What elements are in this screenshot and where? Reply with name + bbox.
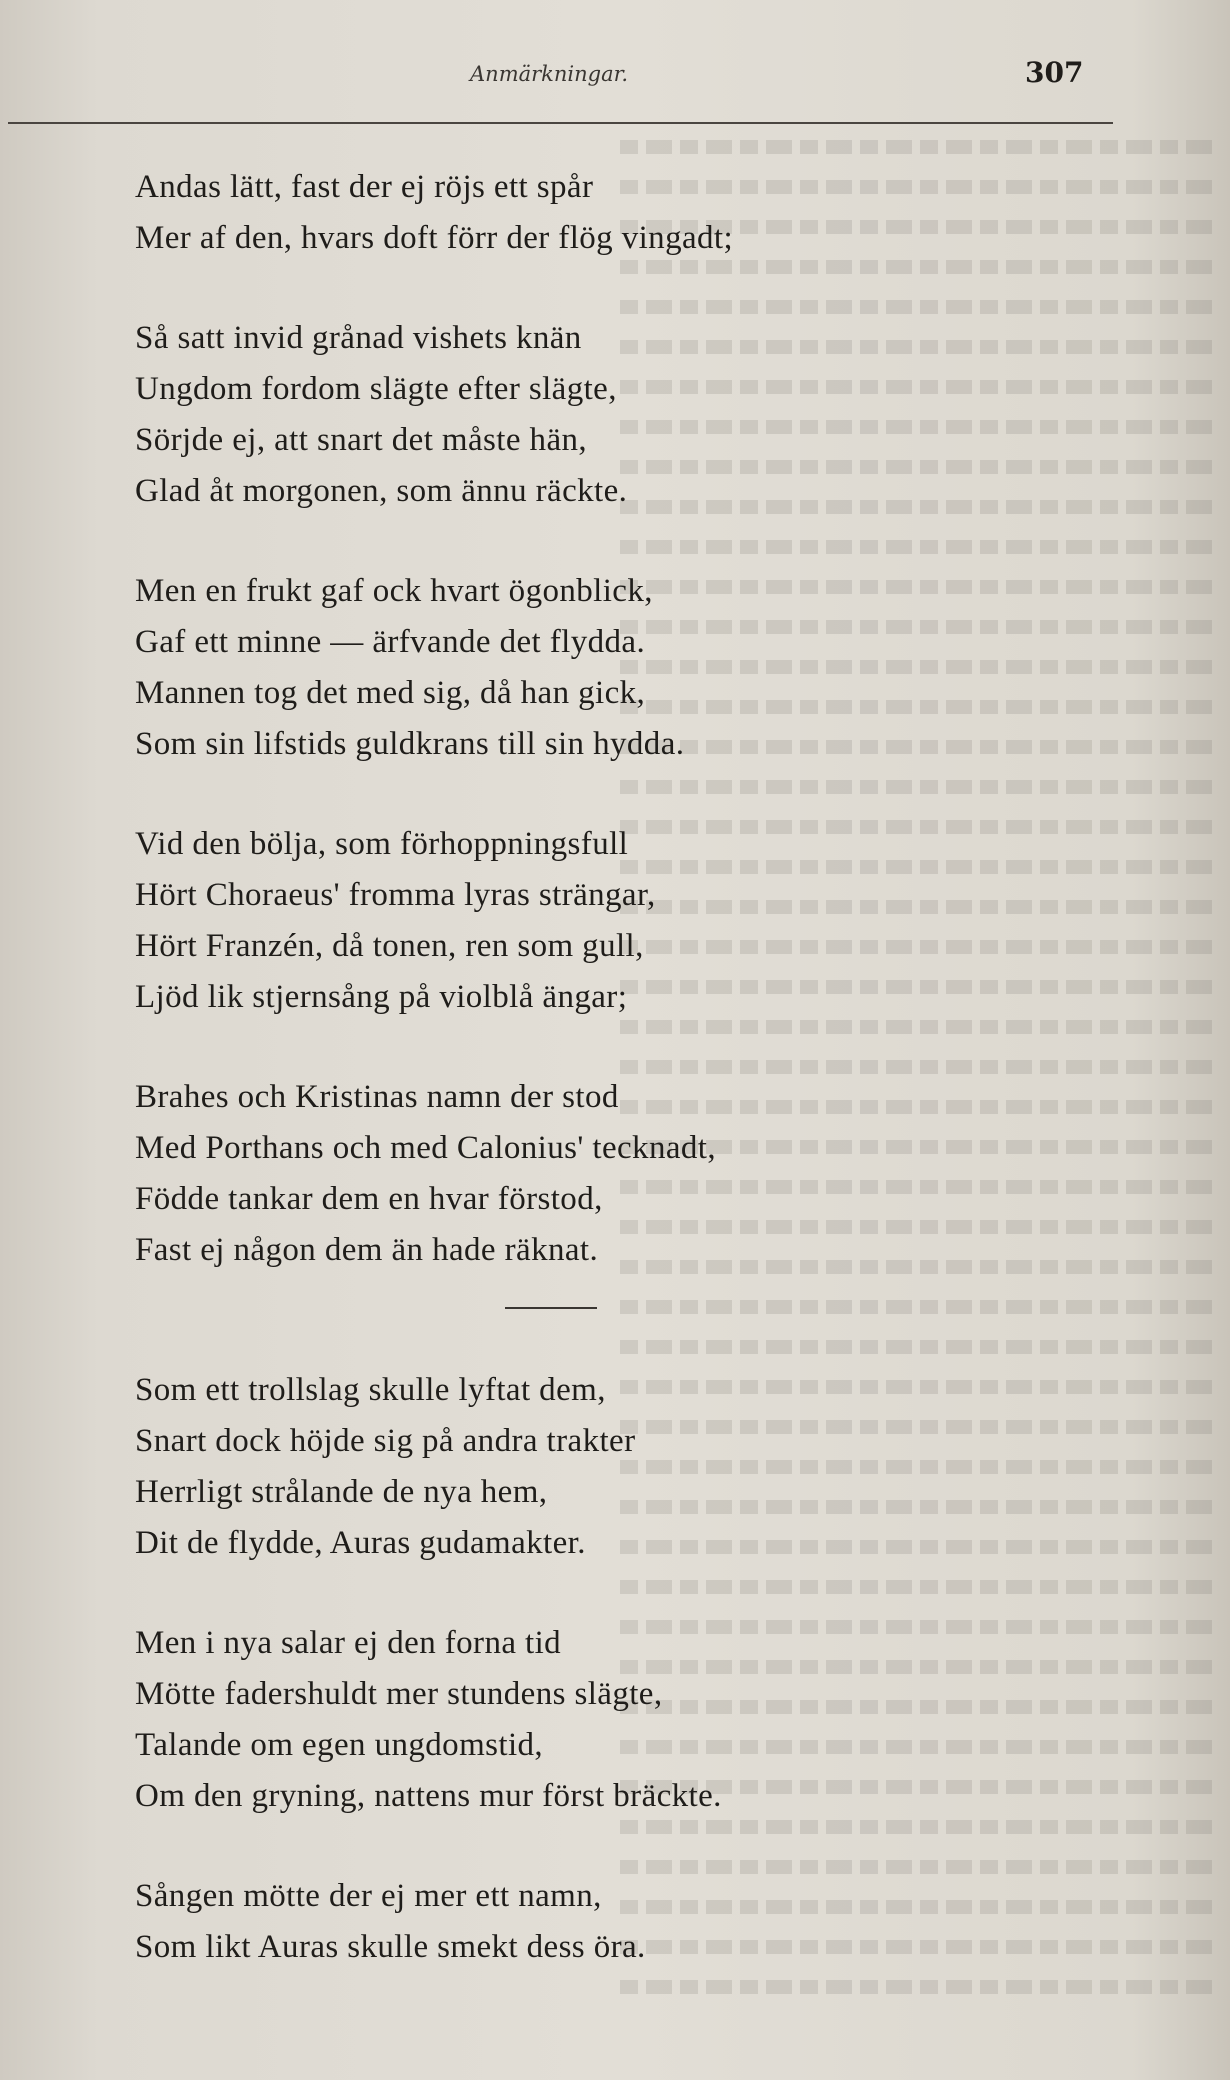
stanza <box>135 162 1035 264</box>
poem-line: Hört Franzén, då tonen, ren som gull, <box>135 928 644 964</box>
poem-line: Födde tankar dem en hvar förstod, <box>135 1181 603 1217</box>
poem-line: Med Porthans och med Calonius' tecknadt, <box>135 1130 717 1166</box>
poem-line: Herrligt strålande de nya hem, <box>135 1474 548 1510</box>
poem-line: Fast ej någon dem än hade räknat. <box>135 1232 599 1268</box>
poem-line: Om den gryning, nattens mur först bräckte. <box>135 1778 722 1814</box>
poem-line: Ungdom fordom slägte efter slägte, <box>135 371 617 407</box>
poem-line: Sörjde ej, att snart det måste hän, <box>135 422 588 458</box>
running-title: Anmärkningar. <box>470 62 629 86</box>
header-rule <box>8 122 1113 124</box>
page-header <box>0 52 1230 102</box>
poem-line: Vid den bölja, som förhoppningsfull <box>135 826 629 862</box>
section-separator <box>505 1307 597 1309</box>
poem-line: Mer af den, hvars doft förr der flög vingadt; <box>135 220 734 256</box>
stanza <box>135 1871 1035 1973</box>
poem-line: Andas lätt, fast der ej röjs ett spår <box>135 169 594 205</box>
poem-line: Som sin lifstids guldkrans till sin hydda. <box>135 726 685 762</box>
stanza <box>135 819 1035 1023</box>
poem-line: Gaf ett minne — ärfvande det flydda. <box>135 624 646 660</box>
poem <box>135 162 1035 2022</box>
stanza <box>135 313 1035 517</box>
poem-line: Sången mötte der ej mer ett namn, <box>135 1878 602 1914</box>
poem-line: Ljöd lik stjernsång på violblå ängar; <box>135 979 628 1015</box>
page-number: 307 <box>1025 56 1084 89</box>
poem-line: Hört Choraeus' fromma lyras strängar, <box>135 877 656 913</box>
poem-line: Mannen tog det med sig, då han gick, <box>135 675 646 711</box>
poem-line: Brahes och Kristinas namn der stod <box>135 1079 619 1115</box>
poem-line: Men en frukt gaf ock hvart ögonblick, <box>135 573 653 609</box>
poem-line: Snart dock höjde sig på andra trakter <box>135 1423 636 1459</box>
stanza <box>135 1365 1035 1569</box>
poem-line: Talande om egen ungdomstid, <box>135 1727 544 1763</box>
poem-line: Som ett trollslag skulle lyftat dem, <box>135 1372 606 1408</box>
stanza <box>135 1072 1035 1276</box>
poem-line: Mötte fadershuldt mer stundens slägte, <box>135 1676 663 1712</box>
poem-line: Dit de flydde, Auras gudamakter. <box>135 1525 586 1561</box>
poem-line: Så satt invid grånad vishets knän <box>135 320 582 356</box>
stanza <box>135 1618 1035 1822</box>
poem-line: Glad åt morgonen, som ännu räckte. <box>135 473 628 509</box>
poem-line: Som likt Auras skulle smekt dess öra. <box>135 1929 646 1965</box>
stanza <box>135 566 1035 770</box>
poem-line: Men i nya salar ej den forna tid <box>135 1625 562 1661</box>
